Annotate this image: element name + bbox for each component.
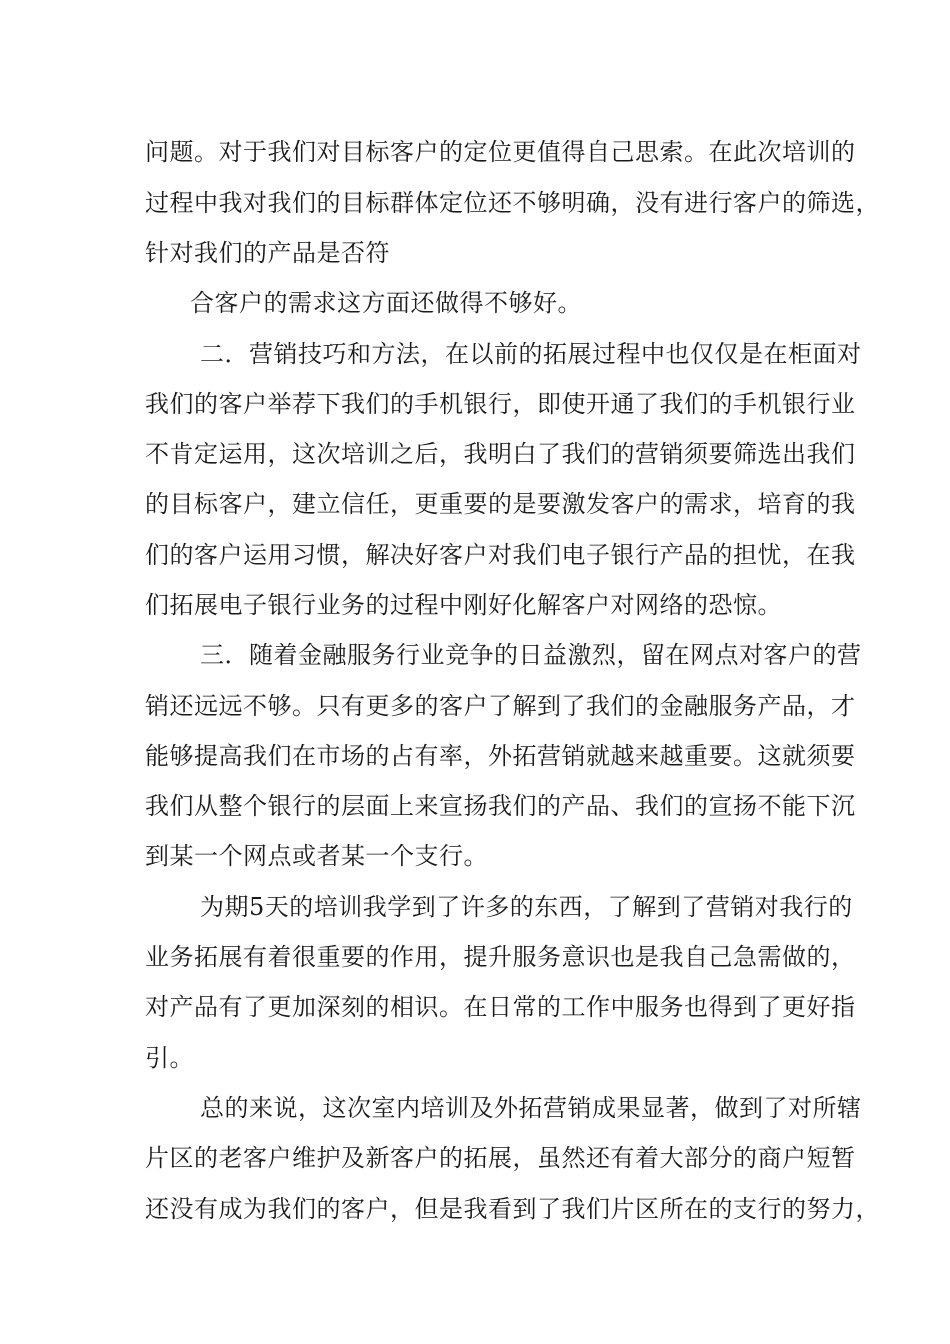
text-line: 能够提高我们在市场的占有率，外拓营销就越来越重要。这就须要 [145, 742, 856, 770]
text-line: 二．营销技巧和方法，在以前的拓展过程中也仅仅是在柜面对 [200, 340, 862, 368]
text-line: 对产品有了更加深刻的相识。在日常的工作中服务也得到了更好指 [145, 993, 856, 1021]
text-line: 的目标客户，建立信任，更重要的是要激发客户的需求，培育的我 [145, 490, 856, 518]
text-line: 不肯定运用，这次培训之后，我明白了我们的营销须要筛选出我们 [145, 440, 856, 468]
text-line: 们的客户运用习惯，解决好客户对我们电子银行产品的担忧，在我 [145, 541, 856, 569]
text-line: 我们的客户举荐下我们的手机银行，即使开通了我们的手机银行业 [145, 390, 856, 418]
text-line: 片区的老客户维护及新客户的拓展，虽然还有着大部分的商户短暂 [145, 1144, 856, 1172]
text-line: 三．随着金融服务行业竞争的日益激烈，留在网点对客户的营 [200, 641, 862, 669]
text-line: 还没有成为我们的客户，但是我看到了我们片区所在的支行的努力， [145, 1195, 880, 1223]
text-line: 业务拓展有着很重要的作用，提升服务意识也是我自己急需做的， [145, 943, 856, 971]
text-line: 到某一个网点或者某一个支行。 [145, 842, 488, 870]
text-line: 为期5天的培训我学到了许多的东西，了解到了营销对我行的 [200, 893, 853, 921]
text-line: 问题。对于我们对目标客户的定位更值得自己思索。在此次培训的 [145, 138, 856, 166]
text-line: 合客户的需求这方面还做得不够好。 [190, 289, 582, 317]
text-line: 总的来说，这次室内培训及外拓营销成果显著，做到了对所辖 [200, 1094, 862, 1122]
text-line: 过程中我对我们的目标群体定位还不够明确，没有进行客户的筛选， [145, 189, 880, 217]
text-line: 我们从整个银行的层面上来宣扬我们的产品、我们的宣扬不能下沉 [145, 792, 856, 820]
text-line: 们拓展电子银行业务的过程中刚好化解客户对网络的恐惊。 [145, 591, 782, 619]
text-line: 针对我们的产品是否符 [145, 239, 390, 267]
text-line: 销还远远不够。只有更多的客户了解到了我们的金融服务产品，才 [145, 692, 856, 720]
text-line: 引。 [145, 1044, 194, 1072]
